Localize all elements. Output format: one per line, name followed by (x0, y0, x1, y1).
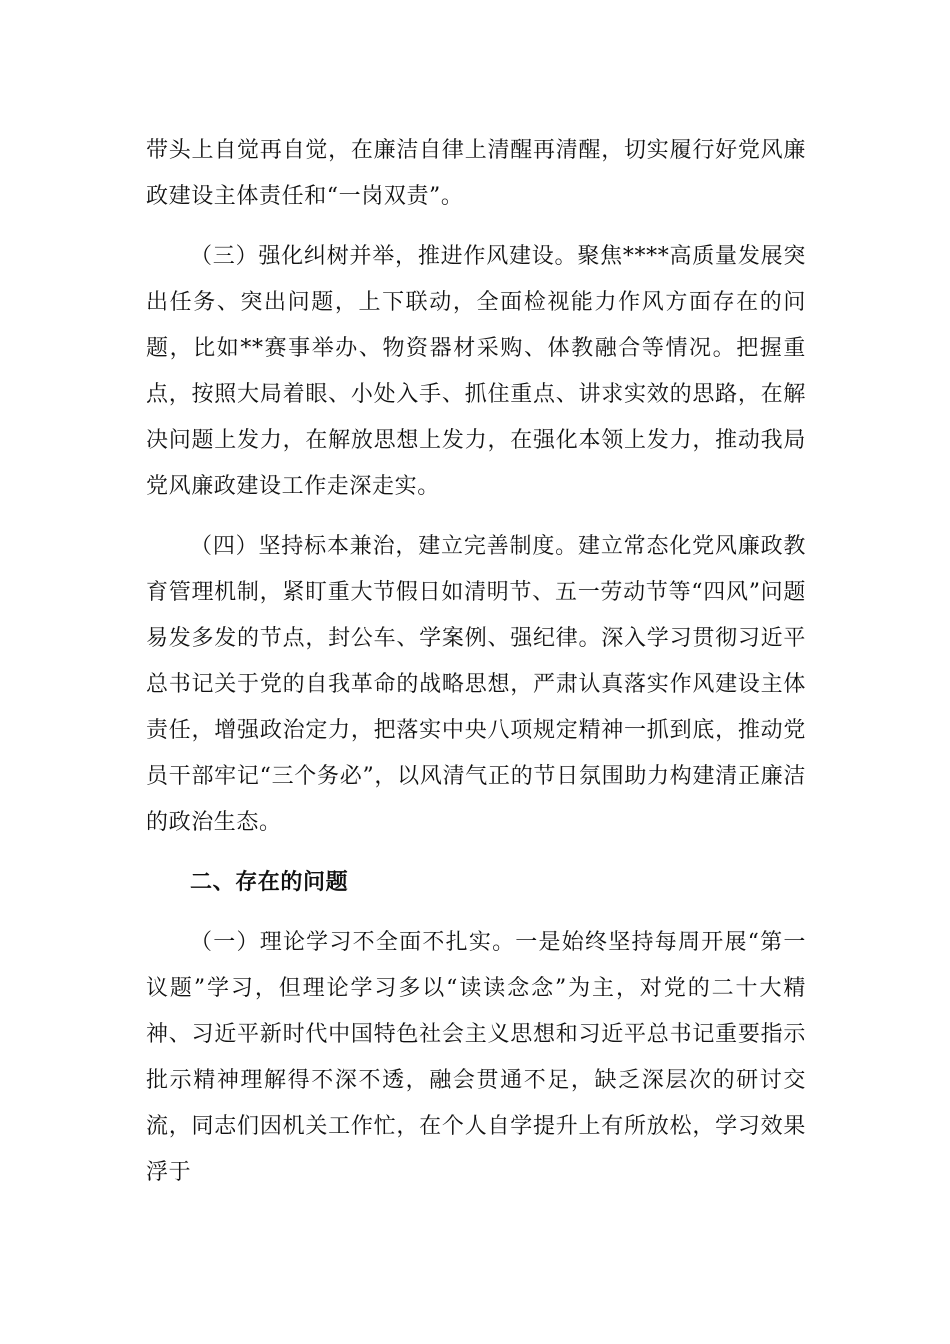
section-heading-problems: 二、存在的问题 (190, 870, 349, 895)
paragraph-section-3: （三）强化纠树并举，推进作风建设。聚焦****高质量发展突出任务、突出问题，上下联动，全面检视能力作风方面存在的问题，比如**赛事举办、物资器材采购、体教融合等情况。把握重点，按照大局着眼、小处入手、抓住重点、讲求实效的思路，在解决问题上发力，在解放思想上发力，在强化本领上发力，推动我局党风廉政建设工作走深走实。 (146, 244, 806, 499)
paragraph-problem-1: （一）理论学习不全面不扎实。一是始终坚持每周开展“第一议题”学习，但理论学习多以“读读念念”为主，对党的二十大精神、习近平新时代中国特色社会主义思想和习近平总书记重要指示批示精神理解得不深不透，融会贯通不足，缺乏深层次的研讨交流，同志们因机关工作忙，在个人自学提升上有所放松，学习效果浮于 (146, 930, 806, 1185)
paragraph-section-4: （四）坚持标本兼治，建立完善制度。建立常态化党风廉政教育管理机制，紧盯重大节假日如清明节、五一劳动节等“四风”问题易发多发的节点，封公车、学案例、强纪律。深入学习贯彻习近平总书记关于党的自我革命的战略思想，严肃认真落实作风建设主体责任，增强政治定力，把落实中央八项规定精神一抓到底，推动党员干部牢记“三个务必”，以风清气正的节日氛围助力构建清正廉洁的政治生态。 (146, 534, 806, 835)
document-body (146, 128, 806, 1210)
paragraph-continuation: 带头上自觉再自觉，在廉洁自律上清醒再清醒，切实履行好党风廉政建设主体责任和“一岗双责”。 (146, 138, 806, 209)
